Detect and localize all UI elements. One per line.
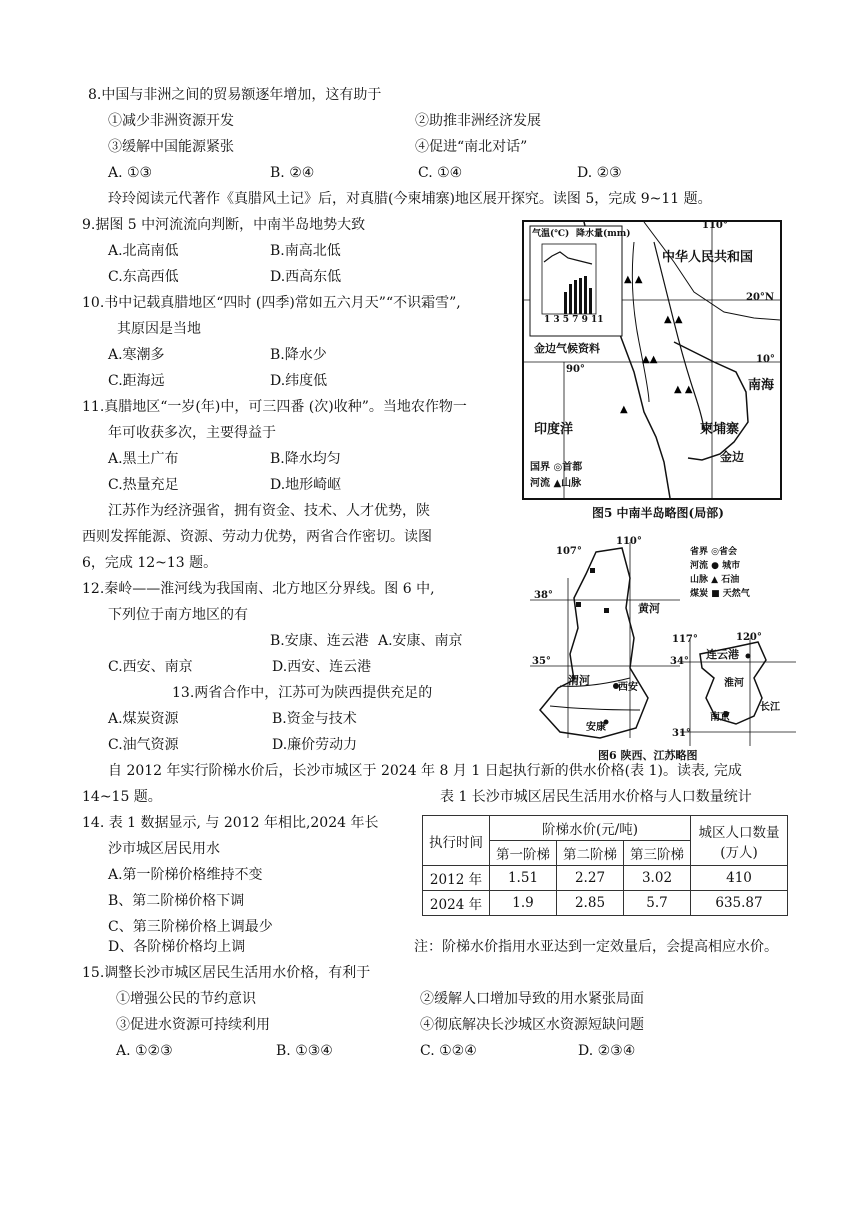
q10-option-b: B.降水少 [270, 347, 327, 363]
q15-stem: 15.调整长沙市城区居民生活用水价格，有利于 [82, 965, 371, 981]
q8-statement-2: ②助推非洲经济发展 [415, 113, 541, 129]
svg-text:▲: ▲ [620, 404, 628, 415]
q8-option-d: D. ②③ [577, 165, 622, 181]
table-1-note: 注：阶梯水价指用水亚达到一定效量后，会提高相应水价。 [414, 939, 778, 955]
cell-tier-1: 1.9 [490, 891, 557, 916]
svg-text:▲ ▲: ▲ ▲ [674, 384, 693, 395]
q15-statement-4: ④彻底解决长沙城区水资源短缺问题 [420, 1017, 644, 1033]
q14-option-d: D、各阶梯价格均上调 [108, 939, 246, 955]
legend-line-2: 河流 ▲山脉 [530, 478, 582, 489]
figure-5-map [522, 220, 782, 500]
q9-option-c: C.东高西低 [108, 269, 179, 285]
q13-stem: 13.两省合作中，江苏可为陕西提供充足的 [172, 685, 433, 701]
label-indian-ocean: 印度洋 [534, 422, 574, 437]
q15-statement-1: ①增强公民的节约意识 [116, 991, 256, 1007]
intro-12-13-line3: 6，完成 12~13 题。 [82, 555, 218, 571]
q8-statement-3: ③缓解中国能源紧张 [108, 139, 234, 155]
intro-12-13-line2: 西则发挥能源、资源、劳动力优势，两省合作密切。读图 [82, 529, 432, 545]
q10-stem: 10.书中记载真腊地区“四时 (四季)常如五六月天”“不识霜雪”, [82, 295, 461, 311]
q13-option-b: B.资金与技术 [272, 711, 357, 727]
q11-option-d: D.地形崎岖 [270, 477, 342, 493]
legend-line-4: 煤炭 ■ 天然气 [690, 589, 750, 599]
q13-option-d: D.廉价劳动力 [272, 737, 358, 753]
label-wei-river: 渭河 [568, 674, 590, 687]
header-population: 城区人口数量 (万人) [691, 816, 788, 866]
label-117: 117° [672, 634, 698, 645]
q8-stem: 8.中国与非洲之间的贸易额逐年增加，这有助于 [88, 87, 382, 103]
q8-option-a: A. ①③ [108, 165, 153, 181]
q10-option-d: D.纬度低 [270, 373, 328, 389]
intro-14-15-line2: 14~15 题。 [82, 789, 162, 805]
label-35: 35° [532, 656, 551, 667]
intro-12-13-line1: 江苏作为经济强省，拥有资金、技术、人才优势，陕 [108, 503, 430, 519]
label-yangtze: 长江 [760, 702, 780, 713]
table-row [423, 866, 788, 891]
label-china: 中华人民共和国 [662, 250, 754, 265]
q15-statement-3: ③促进水资源可持续利用 [116, 1017, 270, 1033]
cell-tier-2: 2.85 [557, 891, 624, 916]
q15-option-c: C. ①②④ [420, 1043, 477, 1059]
intro-14-15-line1: 自 2012 年实行阶梯水价后，长沙市城区于 2024 年 8 月 1 日起执行新的供水价格(表 1)。读表, 完成 [108, 763, 742, 779]
q15-statement-2: ②缓解人口增加导致的用水紧张局面 [420, 991, 644, 1007]
cell-year: 2012 年 [423, 866, 490, 891]
label-110: 110° [616, 536, 642, 547]
figure-5-caption: 图5 中南半岛略图(局部) [592, 506, 724, 520]
climate-axis-right: 降水量(mm) [576, 229, 631, 239]
label-10: 10° [756, 354, 775, 365]
label-cambodia: 柬埔寨 [700, 422, 740, 437]
label-yellow-river: 黄河 [638, 602, 660, 615]
q8-option-c: C. ①④ [418, 165, 463, 181]
table-row [423, 891, 788, 916]
header-tier-2: 第二阶梯 [557, 841, 624, 866]
q15-option-d: D. ②③④ [578, 1043, 636, 1059]
label-huai-river: 淮河 [724, 678, 744, 689]
q14-option-c: C、第三阶梯价格上调最少 [108, 919, 273, 935]
label-38: 38° [534, 590, 553, 601]
cell-tier-2: 2.27 [557, 866, 624, 891]
q13-option-c: C.油气资源 [108, 737, 179, 753]
q8-option-b: B. ②④ [270, 165, 315, 181]
water-price-table [422, 815, 788, 916]
header-time: 执行时间 [423, 816, 490, 866]
cell-tier-3: 5.7 [624, 891, 691, 916]
q12-option-b: B.安康、连云港 [270, 633, 369, 649]
q8-statement-4: ④促进“南北对话” [415, 139, 528, 155]
cell-population: 635.87 [691, 891, 788, 916]
table-1-caption: 表 1 长沙市城区居民生活用水价格与人口数量统计 [440, 789, 752, 805]
q9-option-d: D.西高东低 [270, 269, 342, 285]
cell-year: 2024 年 [423, 891, 490, 916]
q11-stem: 11.真腊地区“一岁(年)中，可三四番 (次)收种”。当地农作物一 [82, 399, 467, 415]
cell-tier-3: 3.02 [624, 866, 691, 891]
label-phnom-penh: 金边 [720, 450, 745, 464]
label-lianyungang: 连云港 [706, 648, 739, 661]
q9-stem: 9.据图 5 中河流流向判断，中南半岛地势大致 [82, 217, 366, 233]
legend-line-3: 山脉 ▲ 石油 [690, 575, 740, 585]
q12-option-d: D.西安、连云港 [272, 659, 372, 675]
climate-label: 金边气候资料 [534, 342, 600, 355]
q13-option-a: A.煤炭资源 [108, 711, 179, 727]
q14-stem-2: 沙市城区居民用水 [108, 841, 220, 857]
cell-population: 410 [691, 866, 788, 891]
svg-text:▲ ▲: ▲ ▲ [664, 314, 683, 325]
header-tier-3: 第三阶梯 [624, 841, 691, 866]
q12-option-a: A.安康、南京 [378, 633, 463, 649]
legend-line-2: 河流 ● 城市 [690, 561, 741, 571]
header-tier-1: 第一阶梯 [490, 841, 557, 866]
q9-option-b: B.南高北低 [270, 243, 341, 259]
q12-option-c: C.西安、南京 [108, 659, 193, 675]
q10-option-a: A.寒潮多 [108, 347, 165, 363]
label-107: 107° [556, 546, 582, 557]
q11-option-b: B.降水均匀 [270, 451, 341, 467]
q11-option-c: C.热量充足 [108, 477, 179, 493]
figure-6-caption: 图6 陕西、江苏略图 [598, 749, 698, 762]
q11-stem-2: 年可收获多次，主要得益于 [108, 425, 276, 441]
label-xian: 西安 [618, 682, 638, 693]
climate-axis-left: 气温(℃) [532, 229, 570, 239]
svg-text:▲ ▲: ▲ ▲ [624, 274, 643, 285]
q10-stem-2: 其原因是当地 [117, 321, 201, 337]
label-nanjing: 南京 [710, 712, 730, 723]
figure-6-map [530, 538, 796, 746]
header-price: 阶梯水价(元/吨) [490, 816, 691, 841]
q14-stem: 14. 表 1 数据显示, 与 2012 年相比,2024 年长 [82, 815, 379, 831]
legend-line-1: 国界 ◎首都 [530, 462, 583, 473]
label-31: 31° [672, 728, 691, 739]
label-34: 34° [670, 656, 689, 667]
label-90: 90° [566, 364, 585, 375]
q15-option-b: B. ①③④ [276, 1043, 333, 1059]
intro-9-11: 玲玲阅读元代著作《真腊风土记》后，对真腊(今柬埔寨)地区展开探究。读图 5，完成 9~11 题。 [108, 191, 712, 207]
q12-stem: 12.秦岭——淮河线为我国南、北方地区分界线。图 6 中, [82, 581, 435, 597]
climate-months: 1 3 5 7 9 11 [544, 315, 604, 325]
cell-tier-1: 1.51 [490, 866, 557, 891]
q10-option-c: C.距海远 [108, 373, 165, 389]
svg-text:▲▲: ▲▲ [642, 354, 658, 365]
q15-option-a: A. ①②③ [116, 1043, 173, 1059]
label-ankang: 安康 [586, 722, 606, 733]
label-south-china-sea: 南海 [748, 378, 775, 393]
q11-option-a: A.黑土广布 [108, 451, 179, 467]
q14-option-b: B、第二阶梯价格下调 [108, 893, 245, 909]
q8-statement-1: ①减少非洲资源开发 [108, 113, 234, 129]
label-110: 110° [702, 220, 728, 231]
label-20n: 20°N [746, 292, 775, 303]
q12-stem-2: 下列位于南方地区的有 [108, 607, 248, 623]
q14-option-a: A.第一阶梯价格维持不变 [108, 867, 263, 883]
legend-line-1: 省界 ◎省会 [690, 547, 737, 557]
q9-option-a: A.北高南低 [108, 243, 179, 259]
label-120: 120° [736, 632, 762, 643]
